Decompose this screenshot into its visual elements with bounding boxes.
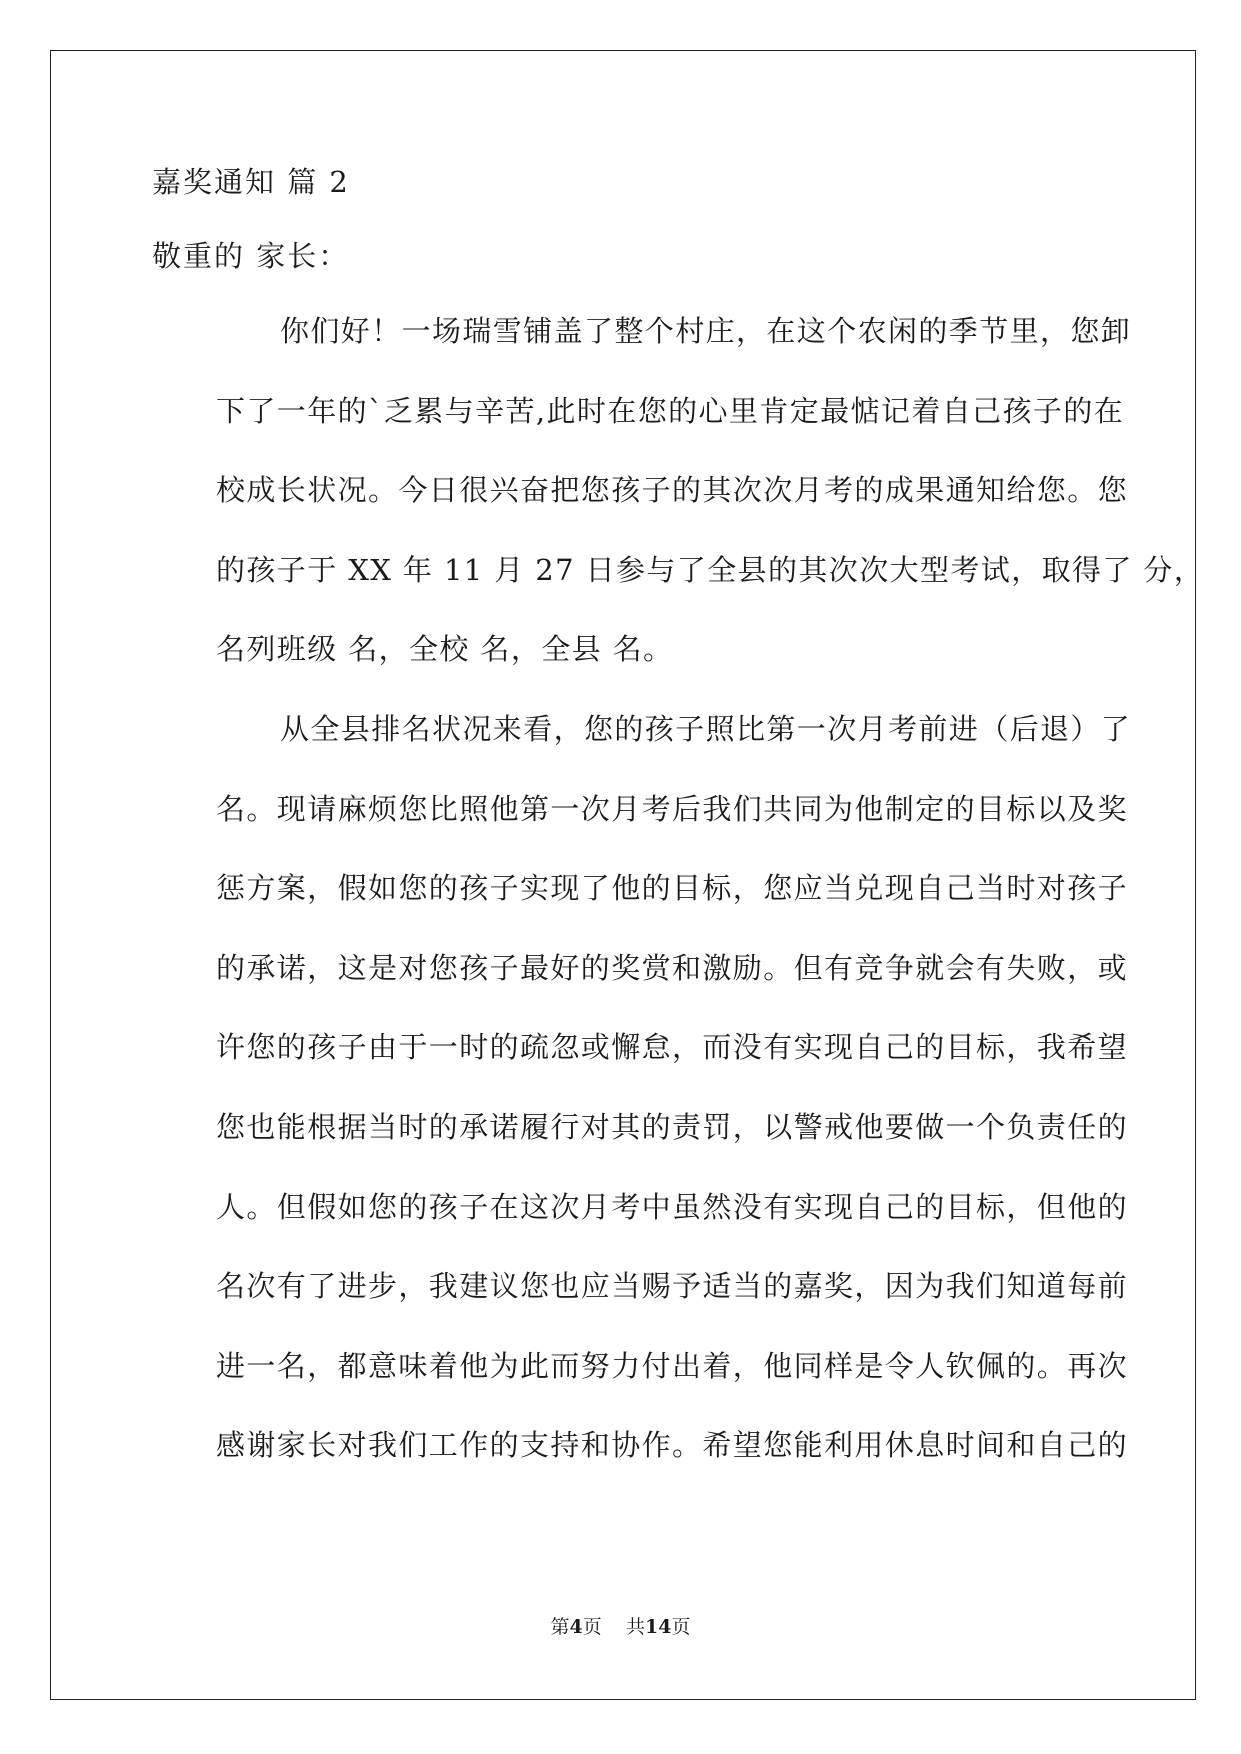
- paragraph-line: 的孩子于 XX 年 11 月 27 日参与了全县的其次次大型考试，取得了 分，: [216, 552, 1205, 587]
- document-heading: 嘉奖通知 篇 2: [152, 165, 350, 199]
- paragraph-line: 你们好！一场瑞雪铺盖了整个村庄，在这个农闲的季节里，您卸: [280, 314, 1132, 348]
- paragraph-line: 名。现请麻烦您比照他第一次月考后我们共同为他制定的目标以及奖: [216, 791, 1129, 826]
- paragraph-line: 惩方案，假如您的孩子实现了他的目标，您应当兑现自己当时对孩子: [216, 871, 1129, 906]
- page-suffix: 页: [582, 1616, 602, 1638]
- current-page-number: 4: [569, 1616, 583, 1638]
- page-prefix: 第: [550, 1616, 570, 1638]
- paragraph-line: 人。但假如您的孩子在这次月考中虽然没有实现自己的目标，但他的: [216, 1189, 1129, 1224]
- total-prefix: 共: [625, 1616, 645, 1638]
- paragraph-line: 校成长状况。今日很兴奋把您孩子的其次次月考的成果通知给您。您: [216, 473, 1129, 508]
- paragraph-line: 名次有了进步，我建议您也应当赐予适当的嘉奖，因为我们知道每前: [216, 1269, 1129, 1304]
- paragraph-line: 进一名，都意味着他为此而努力付出着，他同样是令人钦佩的。再次: [216, 1348, 1129, 1383]
- paragraph-line: 您也能根据当时的承诺履行对其的责罚，以警戒他要做一个负责任的: [216, 1109, 1129, 1144]
- paragraph-line: 许您的孩子由于一时的疏忽或懈怠，而没有实现自己的目标，我希望: [216, 1030, 1129, 1065]
- total-page-count: 14: [644, 1616, 672, 1638]
- paragraph-line: 从全县排名状况来看，您的孩子照比第一次月考前进（后退）了: [280, 711, 1132, 746]
- paragraph-line: 下了一年的`乏累与辛苦,此时在您的心里肯定最惦记着自己孩子的在: [216, 393, 1125, 428]
- paragraph-line: 的承诺，这是对您孩子最好的奖赏和激励。但有竞争就会有失败，或: [216, 950, 1129, 985]
- total-suffix: 页: [671, 1616, 691, 1638]
- document-body: [152, 162, 1205, 1486]
- paragraph-line: 名列班级 名，全校 名，全县 名。: [216, 632, 674, 667]
- paragraph-2: [152, 690, 1132, 1486]
- page-footer: [0, 1612, 1241, 1639]
- paragraph-line: 感谢家长对我们工作的支持和协作。希望您能利用休息时间和自己的: [216, 1428, 1129, 1463]
- salutation: 敬重的 家长：: [152, 239, 350, 273]
- paragraph-1: [152, 292, 1205, 690]
